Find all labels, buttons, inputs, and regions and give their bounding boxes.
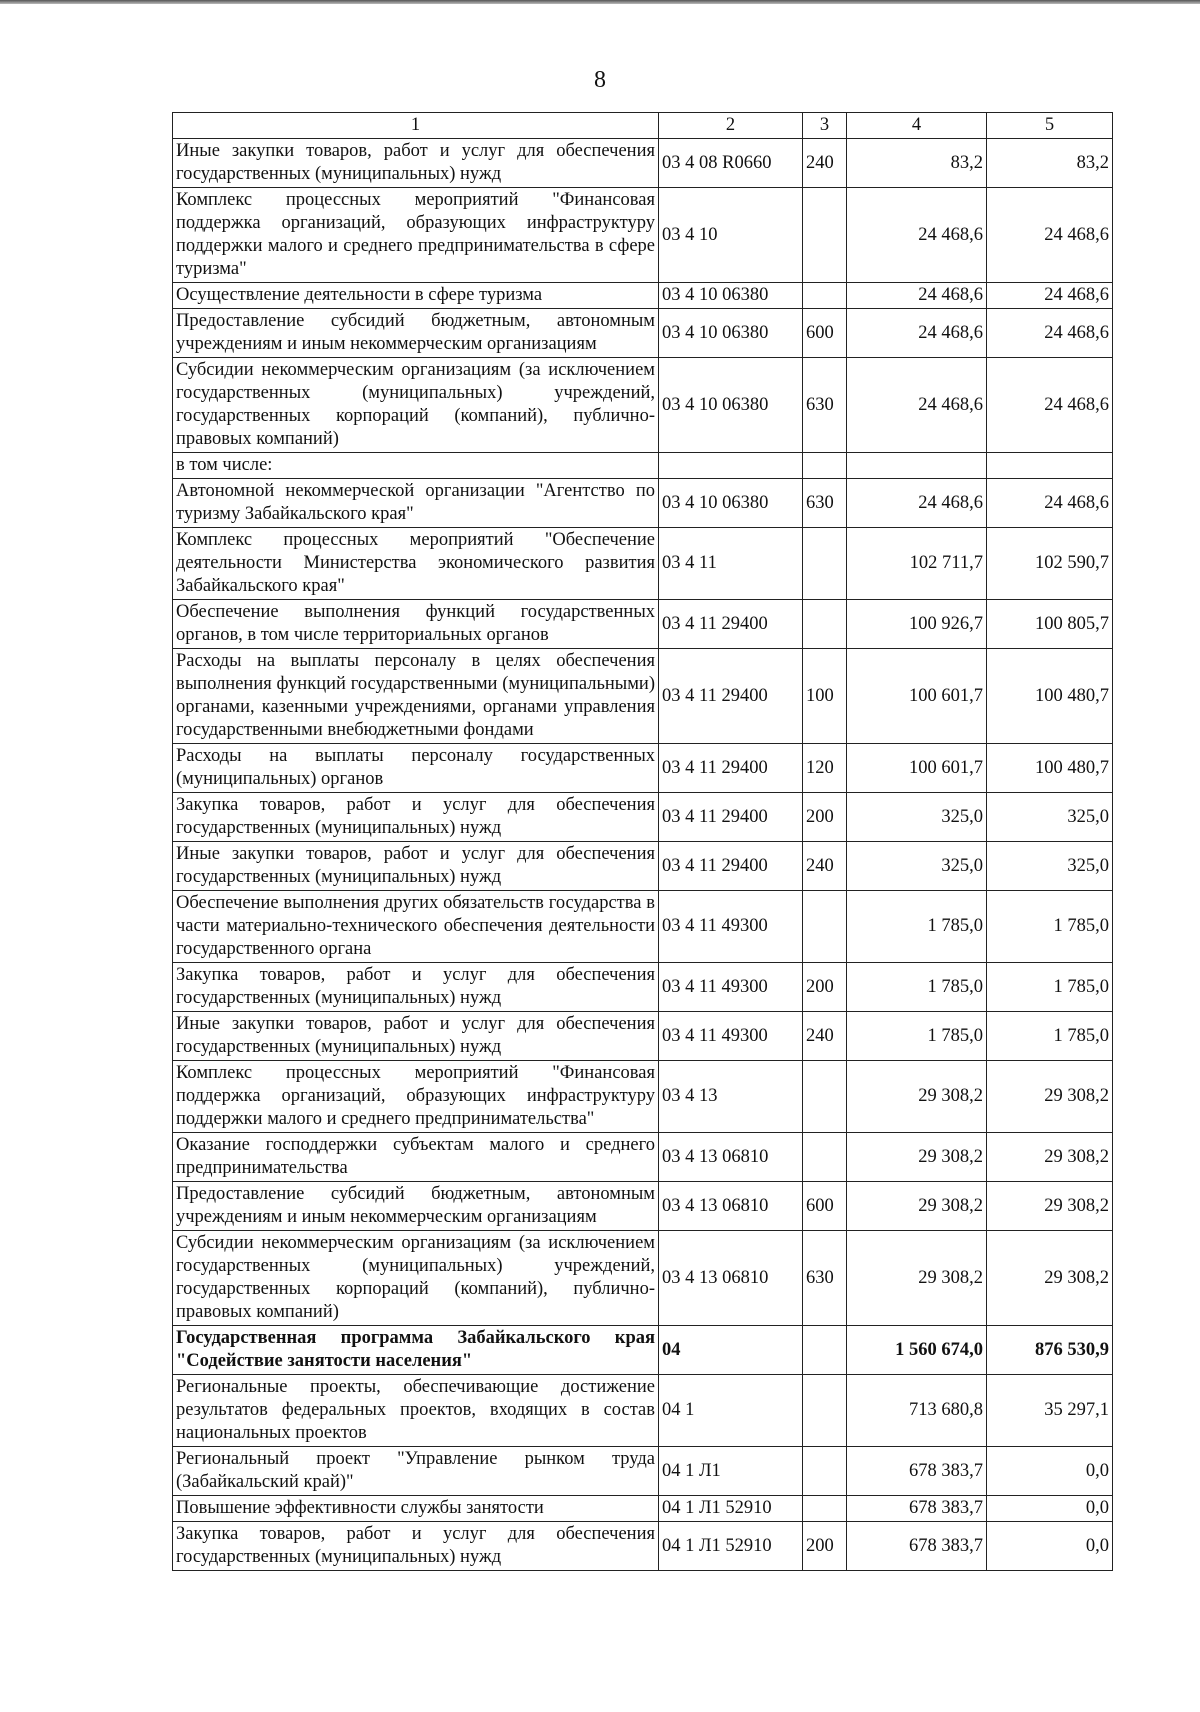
row-amount-2-cell: 0,0 [987,1447,1113,1496]
row-expense-type-cell [803,1326,847,1375]
row-amount-1-cell: 325,0 [847,793,987,842]
row-amount-1-cell [847,453,987,479]
row-amount-2-cell: 35 297,1 [987,1375,1113,1447]
table-row [173,649,1113,744]
row-code-cell: 03 4 11 49300 [659,891,803,963]
row-amount-2-cell: 0,0 [987,1496,1113,1522]
table-row [173,479,1113,528]
row-name-cell: Повышение эффективности службы занятости [173,1496,659,1522]
column-header-5: 5 [987,113,1113,139]
table-row [173,1326,1113,1375]
row-code-cell: 03 4 11 49300 [659,963,803,1012]
row-expense-type-cell: 200 [803,1522,847,1571]
table-row [173,309,1113,358]
row-amount-2-cell: 24 468,6 [987,309,1113,358]
row-amount-2-cell: 29 308,2 [987,1133,1113,1182]
row-expense-type-cell [803,1061,847,1133]
row-name-cell: Иные закупки товаров, работ и услуг для обеспечения государственных (муниципальных) нужд [173,1012,659,1061]
row-name-cell: Комплекс процессных мероприятий "Обеспечение деятельности Министерства экономического развития Забайкальского края" [173,528,659,600]
row-code-cell: 04 1 Л1 52910 [659,1522,803,1571]
table-row [173,528,1113,600]
row-expense-type-cell [803,600,847,649]
table-row [173,139,1113,188]
table-row [173,891,1113,963]
budget-table [172,112,1113,1571]
row-name-cell: Региональные проекты, обеспечивающие достижение результатов федеральных проектов, входящих в состав национальных проектов [173,1375,659,1447]
column-header-2: 2 [659,113,803,139]
page-number: 8 [594,67,606,93]
table-row [173,793,1113,842]
row-amount-1-cell: 24 468,6 [847,283,987,309]
row-code-cell: 03 4 11 29400 [659,649,803,744]
row-expense-type-cell: 630 [803,358,847,453]
row-amount-1-cell: 29 308,2 [847,1133,987,1182]
table-row [173,1133,1113,1182]
row-name-cell: Расходы на выплаты персоналу государственных (муниципальных) органов [173,744,659,793]
row-expense-type-cell [803,453,847,479]
table-row [173,1231,1113,1326]
row-name-cell: Региональный проект "Управление рынком труда (Забайкальский край)" [173,1447,659,1496]
row-code-cell [659,453,803,479]
row-amount-1-cell: 24 468,6 [847,358,987,453]
budget-table-body [173,113,1113,1571]
row-expense-type-cell: 120 [803,744,847,793]
row-code-cell: 03 4 10 06380 [659,358,803,453]
column-header-3: 3 [803,113,847,139]
row-expense-type-cell [803,1375,847,1447]
row-amount-1-cell: 678 383,7 [847,1522,987,1571]
table-row [173,1447,1113,1496]
row-code-cell: 03 4 11 29400 [659,793,803,842]
row-amount-1-cell: 24 468,6 [847,309,987,358]
row-name-cell: Государственная программа Забайкальского края "Содействие занятости населения" [173,1326,659,1375]
table-row [173,1182,1113,1231]
table-row [173,600,1113,649]
row-name-cell: Расходы на выплаты персоналу в целях обеспечения выполнения функций государственными (муниципальными) органами, казенными учреждениями, органами управления государственными внебюджетными фондами [173,649,659,744]
row-name-cell: Автономной некоммерческой организации "Агентство по туризму Забайкальского края" [173,479,659,528]
row-expense-type-cell: 630 [803,479,847,528]
row-expense-type-cell: 240 [803,842,847,891]
row-amount-1-cell: 24 468,6 [847,479,987,528]
row-amount-1-cell: 100 601,7 [847,649,987,744]
row-expense-type-cell: 240 [803,139,847,188]
row-expense-type-cell [803,283,847,309]
row-amount-2-cell: 29 308,2 [987,1231,1113,1326]
table-row [173,1061,1113,1133]
row-name-cell: Иные закупки товаров, работ и услуг для обеспечения государственных (муниципальных) нужд [173,842,659,891]
row-amount-2-cell: 100 805,7 [987,600,1113,649]
row-expense-type-cell: 200 [803,963,847,1012]
row-code-cell: 03 4 11 29400 [659,600,803,649]
row-expense-type-cell: 100 [803,649,847,744]
row-expense-type-cell: 600 [803,309,847,358]
row-code-cell: 03 4 11 [659,528,803,600]
row-name-cell: Оказание господдержки субъектам малого и среднего предпринимательства [173,1133,659,1182]
row-code-cell: 04 1 Л1 [659,1447,803,1496]
row-code-cell: 03 4 13 06810 [659,1133,803,1182]
row-name-cell: Закупка товаров, работ и услуг для обеспечения государственных (муниципальных) нужд [173,1522,659,1571]
row-name-cell: Иные закупки товаров, работ и услуг для обеспечения государственных (муниципальных) нужд [173,139,659,188]
row-amount-1-cell: 1 785,0 [847,891,987,963]
row-amount-1-cell: 1 785,0 [847,1012,987,1061]
row-expense-type-cell [803,891,847,963]
row-expense-type-cell [803,188,847,283]
row-name-cell: Комплекс процессных мероприятий "Финансовая поддержка организаций, образующих инфраструктуру поддержки малого и среднего предпринимательства" [173,1061,659,1133]
row-amount-1-cell: 100 601,7 [847,744,987,793]
row-code-cell: 03 4 11 29400 [659,744,803,793]
row-amount-2-cell: 100 480,7 [987,744,1113,793]
row-amount-2-cell: 1 785,0 [987,1012,1113,1061]
row-code-cell: 04 [659,1326,803,1375]
table-row [173,1012,1113,1061]
row-amount-2-cell: 876 530,9 [987,1326,1113,1375]
row-code-cell: 04 1 [659,1375,803,1447]
table-row [173,283,1113,309]
row-amount-1-cell: 325,0 [847,842,987,891]
row-amount-2-cell: 102 590,7 [987,528,1113,600]
row-expense-type-cell [803,1496,847,1522]
row-amount-2-cell: 29 308,2 [987,1182,1113,1231]
row-amount-1-cell: 83,2 [847,139,987,188]
row-amount-2-cell: 325,0 [987,842,1113,891]
row-name-cell: Предоставление субсидий бюджетным, автономным учреждениям и иным некоммерческим организациям [173,309,659,358]
table-row [173,744,1113,793]
row-amount-1-cell: 678 383,7 [847,1496,987,1522]
row-expense-type-cell: 630 [803,1231,847,1326]
row-expense-type-cell [803,528,847,600]
row-amount-2-cell: 325,0 [987,793,1113,842]
row-expense-type-cell: 200 [803,793,847,842]
row-expense-type-cell [803,1133,847,1182]
row-name-cell: Предоставление субсидий бюджетным, автономным учреждениям и иным некоммерческим организациям [173,1182,659,1231]
scan-edge [0,0,1200,4]
row-amount-2-cell: 83,2 [987,139,1113,188]
column-header-4: 4 [847,113,987,139]
row-amount-1-cell: 678 383,7 [847,1447,987,1496]
row-name-cell: Комплекс процессных мероприятий "Финансовая поддержка организаций, образующих инфраструктуру поддержки малого и среднего предпринимательства в сфере туризма" [173,188,659,283]
row-amount-2-cell: 100 480,7 [987,649,1113,744]
row-amount-2-cell: 0,0 [987,1522,1113,1571]
row-amount-1-cell: 1 785,0 [847,963,987,1012]
row-name-cell: Обеспечение выполнения других обязательств государства в части материально-технического обеспечения деятельности государственного органа [173,891,659,963]
row-amount-1-cell: 29 308,2 [847,1182,987,1231]
table-row [173,453,1113,479]
table-row [173,188,1113,283]
row-name-cell: Субсидии некоммерческим организациям (за исключением государственных (муниципальных) учреждений, государственных корпораций (компаний), публично-правовых компаний) [173,358,659,453]
row-code-cell: 03 4 13 06810 [659,1182,803,1231]
row-name-cell: Субсидии некоммерческим организациям (за исключением государственных (муниципальных) учреждений, государственных корпораций (компаний), публично-правовых компаний) [173,1231,659,1326]
row-amount-2-cell: 24 468,6 [987,358,1113,453]
table-row [173,842,1113,891]
row-code-cell: 03 4 13 [659,1061,803,1133]
row-code-cell: 03 4 10 06380 [659,309,803,358]
row-amount-1-cell: 1 560 674,0 [847,1326,987,1375]
row-amount-1-cell: 100 926,7 [847,600,987,649]
row-code-cell: 03 4 08 R0660 [659,139,803,188]
row-code-cell: 04 1 Л1 52910 [659,1496,803,1522]
row-amount-1-cell: 29 308,2 [847,1061,987,1133]
table-row [173,963,1113,1012]
row-amount-2-cell [987,453,1113,479]
table-row [173,1496,1113,1522]
row-name-cell: Закупка товаров, работ и услуг для обеспечения государственных (муниципальных) нужд [173,963,659,1012]
row-expense-type-cell [803,1447,847,1496]
row-amount-2-cell: 1 785,0 [987,963,1113,1012]
row-name-cell: Осуществление деятельности в сфере туризма [173,283,659,309]
row-amount-2-cell: 1 785,0 [987,891,1113,963]
row-expense-type-cell: 240 [803,1012,847,1061]
row-code-cell: 03 4 10 06380 [659,283,803,309]
row-amount-1-cell: 102 711,7 [847,528,987,600]
row-name-cell: Обеспечение выполнения функций государственных органов, в том числе территориальных органов [173,600,659,649]
table-row [173,1522,1113,1571]
row-code-cell: 03 4 11 29400 [659,842,803,891]
row-name-cell: в том числе: [173,453,659,479]
row-code-cell: 03 4 11 49300 [659,1012,803,1061]
row-amount-1-cell: 29 308,2 [847,1231,987,1326]
row-expense-type-cell: 600 [803,1182,847,1231]
table-header-row [173,113,1113,139]
row-code-cell: 03 4 13 06810 [659,1231,803,1326]
row-amount-1-cell: 24 468,6 [847,188,987,283]
row-code-cell: 03 4 10 [659,188,803,283]
column-header-1: 1 [173,113,659,139]
row-code-cell: 03 4 10 06380 [659,479,803,528]
table-row [173,1375,1113,1447]
row-amount-1-cell: 713 680,8 [847,1375,987,1447]
row-amount-2-cell: 29 308,2 [987,1061,1113,1133]
row-amount-2-cell: 24 468,6 [987,188,1113,283]
row-amount-2-cell: 24 468,6 [987,283,1113,309]
row-name-cell: Закупка товаров, работ и услуг для обеспечения государственных (муниципальных) нужд [173,793,659,842]
table-row [173,358,1113,453]
row-amount-2-cell: 24 468,6 [987,479,1113,528]
